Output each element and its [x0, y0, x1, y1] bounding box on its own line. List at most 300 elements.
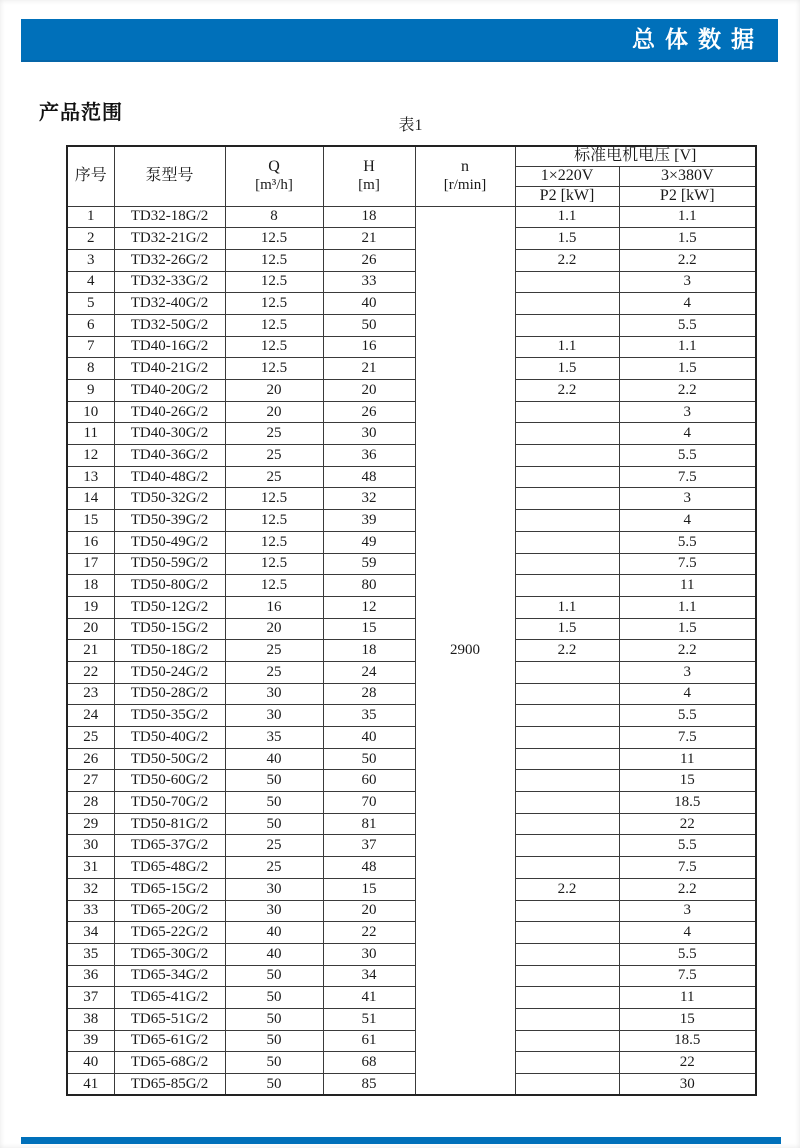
cell-model: TD40-21G/2: [114, 358, 225, 380]
n-merged-cell: 2900: [415, 206, 515, 1095]
cell-p380: 4: [619, 510, 756, 532]
col-header-q: [225, 146, 323, 206]
cell-h: 36: [323, 445, 415, 467]
v220-label: 1×220V: [540, 166, 594, 184]
cell-model: TD50-18G/2: [114, 640, 225, 662]
table-row: [67, 857, 756, 879]
cell-no: 36: [67, 965, 114, 987]
cell-h: 24: [323, 661, 415, 683]
table-row: [67, 358, 756, 380]
cell-p220: [515, 987, 619, 1009]
cell-h: 21: [323, 358, 415, 380]
cell-no: 9: [67, 380, 114, 402]
cell-p220: [515, 792, 619, 814]
cell-model: TD65-22G/2: [114, 922, 225, 944]
cell-p380: 11: [619, 748, 756, 770]
cell-model: TD40-30G/2: [114, 423, 225, 445]
cell-p220: 2.2: [515, 640, 619, 662]
cell-p220: [515, 575, 619, 597]
cell-p220: [515, 553, 619, 575]
cell-no: 2: [67, 228, 114, 250]
cell-h: 22: [323, 922, 415, 944]
h-symbol: H: [363, 158, 375, 176]
table-row: [67, 878, 756, 900]
col-header-model-label: 泵型号: [145, 167, 194, 185]
voltage-group-label: 标准电机电压 [V]: [574, 147, 697, 165]
cell-p220: 1.1: [515, 336, 619, 358]
cell-model: TD50-81G/2: [114, 813, 225, 835]
table-row: [67, 228, 756, 250]
cell-q: 30: [225, 900, 323, 922]
cell-q: 12.5: [225, 228, 323, 250]
cell-p220: [515, 293, 619, 315]
cell-h: 26: [323, 401, 415, 423]
cell-p220: [515, 466, 619, 488]
table-row: [67, 813, 756, 835]
table-row: [67, 770, 756, 792]
table-row: [67, 727, 756, 749]
cell-no: 10: [67, 401, 114, 423]
cell-h: 81: [323, 813, 415, 835]
cell-q: 30: [225, 705, 323, 727]
cell-q: 25: [225, 423, 323, 445]
cell-p220: [515, 727, 619, 749]
table-row: [67, 943, 756, 965]
cell-q: 12.5: [225, 249, 323, 271]
cell-q: 25: [225, 445, 323, 467]
cell-model: TD65-85G/2: [114, 1074, 225, 1096]
cell-q: 40: [225, 943, 323, 965]
cell-no: 3: [67, 249, 114, 271]
cell-p220: [515, 748, 619, 770]
cell-p220: [515, 683, 619, 705]
cell-p220: [515, 445, 619, 467]
cell-h: 50: [323, 748, 415, 770]
cell-p380: 5.5: [619, 943, 756, 965]
table-row: [67, 900, 756, 922]
cell-no: 37: [67, 987, 114, 1009]
cell-h: 60: [323, 770, 415, 792]
cell-p220: [515, 401, 619, 423]
cell-p380: 2.2: [619, 249, 756, 271]
cell-h: 50: [323, 314, 415, 336]
cell-h: 20: [323, 900, 415, 922]
cell-p220: 2.2: [515, 878, 619, 900]
cell-no: 28: [67, 792, 114, 814]
cell-h: 39: [323, 510, 415, 532]
cell-model: TD50-28G/2: [114, 683, 225, 705]
n-symbol: n: [461, 158, 469, 176]
cell-q: 8: [225, 206, 323, 228]
cell-no: 38: [67, 1008, 114, 1030]
table-row: [67, 987, 756, 1009]
table-row: [67, 445, 756, 467]
cell-q: 50: [225, 987, 323, 1009]
cell-q: 25: [225, 857, 323, 879]
cell-no: 34: [67, 922, 114, 944]
cell-h: 37: [323, 835, 415, 857]
cell-h: 51: [323, 1008, 415, 1030]
cell-model: TD50-40G/2: [114, 727, 225, 749]
cell-p220: [515, 965, 619, 987]
cell-h: 49: [323, 531, 415, 553]
cell-model: TD32-26G/2: [114, 249, 225, 271]
cell-no: 31: [67, 857, 114, 879]
cell-p380: 7.5: [619, 857, 756, 879]
col-header-p2-380: [619, 186, 756, 206]
cell-h: 80: [323, 575, 415, 597]
cell-no: 20: [67, 618, 114, 640]
table-row: [67, 401, 756, 423]
cell-p220: [515, 835, 619, 857]
cell-p380: 5.5: [619, 705, 756, 727]
cell-p220: [515, 943, 619, 965]
cell-no: 25: [67, 727, 114, 749]
cell-q: 40: [225, 748, 323, 770]
h-unit: [m]: [358, 176, 380, 193]
cell-p380: 7.5: [619, 727, 756, 749]
cell-no: 21: [67, 640, 114, 662]
cell-h: 33: [323, 271, 415, 293]
table-row: [67, 835, 756, 857]
table-row: [67, 640, 756, 662]
table-row: [67, 510, 756, 532]
cell-q: 50: [225, 965, 323, 987]
cell-p220: [515, 314, 619, 336]
cell-p380: 5.5: [619, 835, 756, 857]
cell-model: TD50-35G/2: [114, 705, 225, 727]
cell-p380: 1.1: [619, 206, 756, 228]
cell-h: 30: [323, 423, 415, 445]
cell-p380: 3: [619, 900, 756, 922]
cell-model: TD40-26G/2: [114, 401, 225, 423]
cell-no: 11: [67, 423, 114, 445]
cell-p380: 7.5: [619, 553, 756, 575]
cell-h: 16: [323, 336, 415, 358]
cell-p220: [515, 423, 619, 445]
cell-h: 18: [323, 206, 415, 228]
cell-q: 20: [225, 401, 323, 423]
table-row: [67, 249, 756, 271]
cell-model: TD50-49G/2: [114, 531, 225, 553]
cell-p220: 2.2: [515, 380, 619, 402]
table-row: [67, 466, 756, 488]
cell-p220: [515, 1052, 619, 1074]
cell-p220: 1.5: [515, 358, 619, 380]
cell-p220: 1.1: [515, 206, 619, 228]
cell-p380: 18.5: [619, 792, 756, 814]
cell-p380: 4: [619, 922, 756, 944]
cell-no: 19: [67, 596, 114, 618]
col-header-h: [323, 146, 415, 206]
cell-p380: 15: [619, 1008, 756, 1030]
col-header-no-label: 序号: [74, 167, 107, 185]
cell-p220: 1.5: [515, 618, 619, 640]
cell-no: 8: [67, 358, 114, 380]
cell-p220: 1.1: [515, 596, 619, 618]
table-row: [67, 1008, 756, 1030]
cell-q: 50: [225, 770, 323, 792]
cell-q: 12.5: [225, 553, 323, 575]
table-row: [67, 271, 756, 293]
cell-p220: [515, 770, 619, 792]
n-unit: [r/min]: [443, 176, 487, 193]
table-row: [67, 792, 756, 814]
cell-p220: [515, 857, 619, 879]
table-row: [67, 553, 756, 575]
cell-q: 30: [225, 878, 323, 900]
table-row: [67, 618, 756, 640]
cell-p220: [515, 705, 619, 727]
cell-h: 15: [323, 618, 415, 640]
cell-no: 27: [67, 770, 114, 792]
cell-p220: [515, 531, 619, 553]
cell-q: 12.5: [225, 358, 323, 380]
cell-model: TD65-15G/2: [114, 878, 225, 900]
cell-p380: 30: [619, 1074, 756, 1096]
table-caption: 表1: [398, 117, 423, 134]
cell-p380: 2.2: [619, 640, 756, 662]
col-header-model: [114, 146, 225, 206]
q-symbol: Q: [268, 158, 280, 176]
table-row: [67, 748, 756, 770]
cell-q: 12.5: [225, 336, 323, 358]
cell-p380: 11: [619, 575, 756, 597]
cell-p380: 5.5: [619, 531, 756, 553]
cell-h: 48: [323, 857, 415, 879]
cell-q: 25: [225, 640, 323, 662]
cell-q: 30: [225, 683, 323, 705]
cell-q: 50: [225, 792, 323, 814]
cell-h: 30: [323, 943, 415, 965]
cell-no: 18: [67, 575, 114, 597]
cell-model: TD50-15G/2: [114, 618, 225, 640]
cell-h: 40: [323, 293, 415, 315]
cell-h: 85: [323, 1074, 415, 1096]
cell-p380: 7.5: [619, 965, 756, 987]
cell-model: TD50-39G/2: [114, 510, 225, 532]
cell-model: TD40-20G/2: [114, 380, 225, 402]
cell-model: TD32-21G/2: [114, 228, 225, 250]
cell-model: TD32-40G/2: [114, 293, 225, 315]
cell-no: 5: [67, 293, 114, 315]
cell-p380: 1.5: [619, 358, 756, 380]
cell-q: 16: [225, 596, 323, 618]
cell-h: 15: [323, 878, 415, 900]
cell-p220: [515, 1030, 619, 1052]
cell-h: 12: [323, 596, 415, 618]
cell-q: 50: [225, 1030, 323, 1052]
table-row: [67, 922, 756, 944]
cell-model: TD32-33G/2: [114, 271, 225, 293]
table-row: [67, 596, 756, 618]
cell-q: 25: [225, 661, 323, 683]
col-header-voltage-group: [515, 146, 756, 166]
table-row: [67, 1074, 756, 1096]
table-row: [67, 380, 756, 402]
cell-h: 18: [323, 640, 415, 662]
cell-q: 12.5: [225, 531, 323, 553]
cell-q: 12.5: [225, 575, 323, 597]
cell-no: 4: [67, 271, 114, 293]
cell-no: 1: [67, 206, 114, 228]
cell-model: TD65-61G/2: [114, 1030, 225, 1052]
cell-model: TD32-50G/2: [114, 314, 225, 336]
table-row: [67, 661, 756, 683]
v380-label: 3×380V: [660, 166, 714, 184]
cell-model: TD50-24G/2: [114, 661, 225, 683]
cell-p220: [515, 813, 619, 835]
cell-q: 20: [225, 618, 323, 640]
cell-p220: [515, 1008, 619, 1030]
cell-p380: 18.5: [619, 1030, 756, 1052]
cell-no: 32: [67, 878, 114, 900]
cell-no: 30: [67, 835, 114, 857]
cell-h: 32: [323, 488, 415, 510]
cell-p380: 15: [619, 770, 756, 792]
table-row: [67, 531, 756, 553]
cell-model: TD32-18G/2: [114, 206, 225, 228]
cell-no: 22: [67, 661, 114, 683]
table-row: [67, 705, 756, 727]
table-row: [67, 575, 756, 597]
cell-p220: [515, 922, 619, 944]
cell-h: 48: [323, 466, 415, 488]
cell-h: 34: [323, 965, 415, 987]
cell-no: 33: [67, 900, 114, 922]
cell-model: TD65-20G/2: [114, 900, 225, 922]
cell-p380: 3: [619, 488, 756, 510]
cell-h: 70: [323, 792, 415, 814]
cell-h: 59: [323, 553, 415, 575]
cell-h: 41: [323, 987, 415, 1009]
cell-h: 68: [323, 1052, 415, 1074]
cell-model: TD65-68G/2: [114, 1052, 225, 1074]
cell-p380: 2.2: [619, 878, 756, 900]
cell-h: 20: [323, 380, 415, 402]
table-row: [67, 423, 756, 445]
cell-q: 12.5: [225, 293, 323, 315]
cell-p220: [515, 510, 619, 532]
cell-model: TD50-80G/2: [114, 575, 225, 597]
cell-model: TD65-30G/2: [114, 943, 225, 965]
cell-h: 21: [323, 228, 415, 250]
cell-no: 41: [67, 1074, 114, 1096]
cell-q: 40: [225, 922, 323, 944]
table-row: [67, 293, 756, 315]
cell-no: 29: [67, 813, 114, 835]
cell-no: 17: [67, 553, 114, 575]
spec-table-body: [67, 206, 756, 1095]
cell-no: 14: [67, 488, 114, 510]
table-row: [67, 488, 756, 510]
cell-p380: 1.1: [619, 596, 756, 618]
cell-q: 12.5: [225, 271, 323, 293]
cell-no: 40: [67, 1052, 114, 1074]
cell-p220: 2.2: [515, 249, 619, 271]
cell-model: TD40-16G/2: [114, 336, 225, 358]
cell-no: 6: [67, 314, 114, 336]
cell-model: TD50-50G/2: [114, 748, 225, 770]
cell-p380: 11: [619, 987, 756, 1009]
cell-model: TD40-36G/2: [114, 445, 225, 467]
cell-p380: 7.5: [619, 466, 756, 488]
section-title: 产品范围: [39, 102, 123, 124]
cell-model: TD50-32G/2: [114, 488, 225, 510]
col-header-no: [67, 146, 114, 206]
cell-p220: [515, 900, 619, 922]
cell-h: 35: [323, 705, 415, 727]
cell-no: 16: [67, 531, 114, 553]
cell-h: 26: [323, 249, 415, 271]
cell-q: 35: [225, 727, 323, 749]
p2-380-label: P2 [kW]: [659, 186, 715, 204]
cell-h: 61: [323, 1030, 415, 1052]
spec-table-head: [67, 146, 756, 206]
cell-model: TD65-51G/2: [114, 1008, 225, 1030]
cell-p380: 1.5: [619, 228, 756, 250]
header-bar: [21, 19, 778, 62]
cell-q: 50: [225, 813, 323, 835]
cell-no: 24: [67, 705, 114, 727]
cell-p380: 3: [619, 661, 756, 683]
cell-p380: 4: [619, 293, 756, 315]
footer-bar: [21, 1137, 781, 1144]
header-row-1: [67, 146, 756, 166]
table-row: [67, 683, 756, 705]
page-title: 总体数据: [632, 26, 764, 52]
cell-q: 50: [225, 1052, 323, 1074]
table-row: [67, 965, 756, 987]
table-row: [67, 206, 756, 228]
cell-model: TD50-59G/2: [114, 553, 225, 575]
p2-220-label: P2 [kW]: [539, 186, 595, 204]
cell-model: TD65-48G/2: [114, 857, 225, 879]
cell-p380: 2.2: [619, 380, 756, 402]
cell-q: 12.5: [225, 314, 323, 336]
cell-q: 25: [225, 466, 323, 488]
spec-table: [66, 145, 757, 1096]
cell-p380: 3: [619, 401, 756, 423]
cell-p380: 3: [619, 271, 756, 293]
cell-model: TD65-34G/2: [114, 965, 225, 987]
cell-p380: 1.5: [619, 618, 756, 640]
cell-p380: 5.5: [619, 314, 756, 336]
cell-p380: 5.5: [619, 445, 756, 467]
cell-p220: [515, 271, 619, 293]
cell-p380: 4: [619, 683, 756, 705]
cell-model: TD65-37G/2: [114, 835, 225, 857]
cell-no: 7: [67, 336, 114, 358]
cell-model: TD40-48G/2: [114, 466, 225, 488]
q-unit: [m³/h]: [255, 176, 293, 193]
table-row: [67, 314, 756, 336]
cell-no: 35: [67, 943, 114, 965]
cell-no: 26: [67, 748, 114, 770]
col-header-n: [415, 146, 515, 206]
cell-q: 20: [225, 380, 323, 402]
cell-q: 12.5: [225, 488, 323, 510]
cell-no: 39: [67, 1030, 114, 1052]
col-header-220v: [515, 166, 619, 186]
cell-model: TD65-41G/2: [114, 987, 225, 1009]
table-row: [67, 336, 756, 358]
cell-p380: 4: [619, 423, 756, 445]
cell-model: TD50-60G/2: [114, 770, 225, 792]
table-row: [67, 1052, 756, 1074]
cell-no: 12: [67, 445, 114, 467]
cell-no: 23: [67, 683, 114, 705]
